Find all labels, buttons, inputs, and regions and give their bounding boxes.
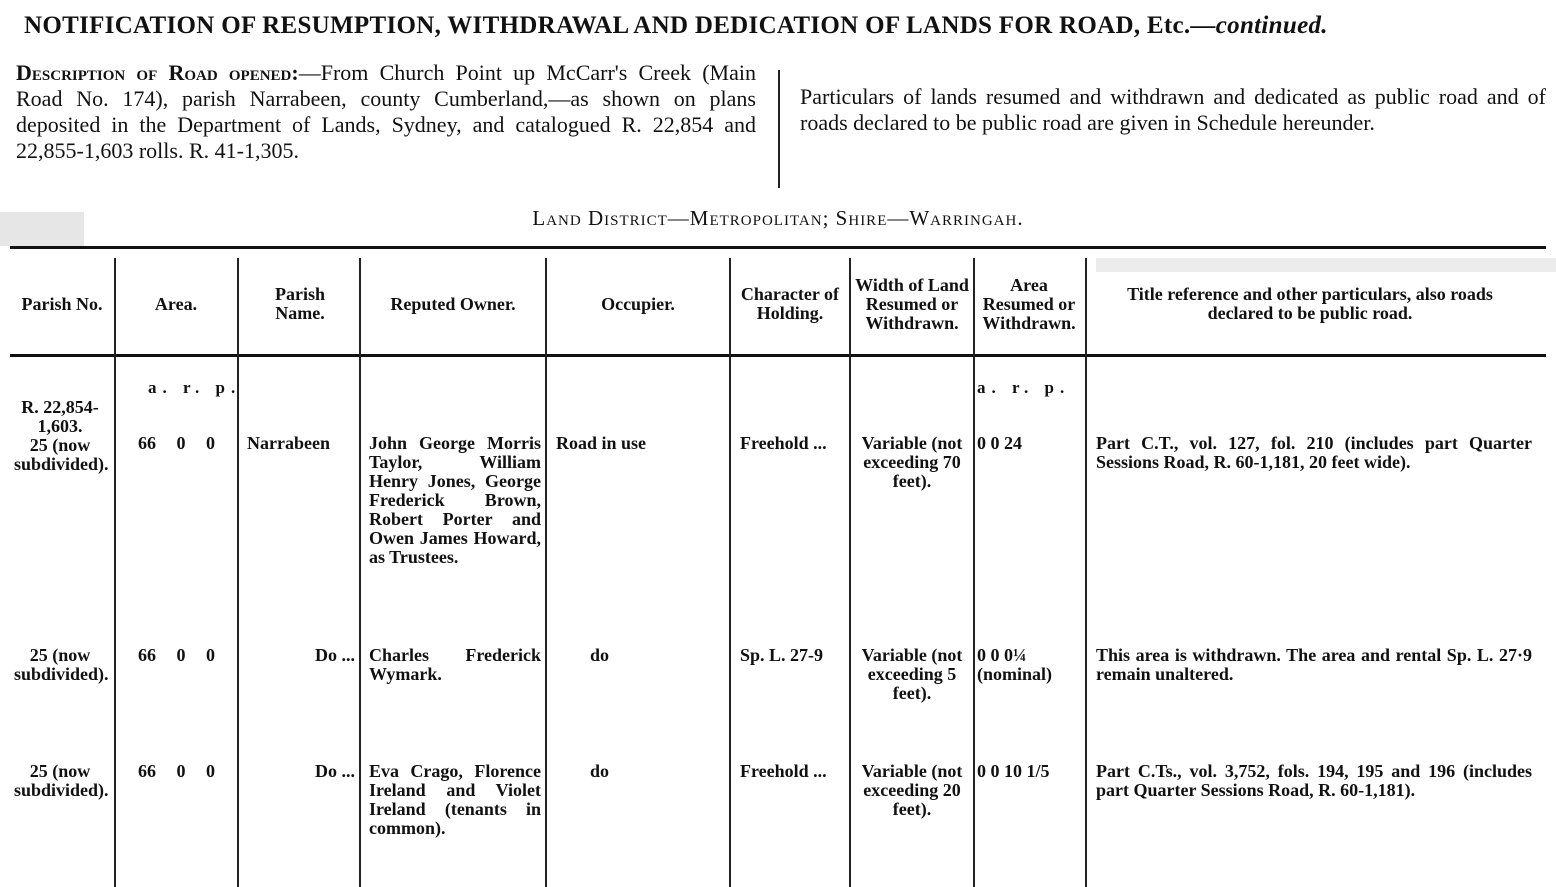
catalogue-reference: R. 22,854-1,603.: [21, 397, 99, 436]
row3-parish-name: Do ...: [315, 761, 355, 781]
column-line: [359, 258, 361, 887]
notice-title-main: NOTIFICATION OF RESUMPTION, WITHDRAWAL AND DEDICATION OF LANDS FOR ROAD, Etc.: [24, 12, 1191, 39]
road-description-lead: Description of Road opened:: [16, 60, 299, 85]
row1-width: Variable (not exceeding 70 feet).: [861, 433, 963, 491]
row3-area: 66 0 0: [138, 761, 215, 781]
row3-parish-no: 25 (now subdivided).: [14, 761, 109, 800]
row3-character: Freehold ...: [740, 761, 827, 781]
row1-parish-name: Narrabeen: [247, 433, 330, 453]
notice-title: [24, 12, 1544, 40]
column-line: [729, 258, 731, 887]
area-units: a. r. p.: [148, 378, 242, 397]
row2-area: 66 0 0: [138, 645, 215, 665]
row1-title-reference: Part C.T., vol. 127, fol. 210 (includes part Quarter Sessions Road, R. 60-1,181, 20 feet wide).: [1096, 433, 1532, 472]
road-description-text: —From Church Point up McCarr's Creek (Main Road No. 174), parish Narrabeen, county Cumberland,—as shown on plans deposited in the Department of Lands, Sydney, and catalogued R. 22,854 and 22,855-1,603 rolls. R. 41-1,305.: [16, 60, 756, 163]
row1-area: 66 0 0: [138, 433, 215, 453]
row2-parish-name: Do ...: [315, 645, 355, 665]
row3-owner: Eva Crago, Florence Ireland and Violet Ireland (tenants in common).: [369, 761, 541, 838]
column-line: [545, 258, 547, 887]
row1-character: Freehold ...: [740, 433, 827, 453]
header-area-resumed: Area Resumed or Withdrawn.: [982, 274, 1076, 333]
column-line: [849, 258, 851, 887]
row1-parish-no: 25 (now subdivided).: [14, 435, 109, 474]
header-parish-no: Parish No.: [21, 293, 103, 314]
notice-title-continued: —continued.: [1190, 12, 1328, 39]
road-description: [16, 60, 756, 164]
header-area: Area.: [154, 293, 198, 314]
header-width: Width of Land Resumed or Withdrawn.: [855, 274, 969, 333]
district-heading: Land District—Metropolitan; Shire—Warringah.: [532, 206, 1024, 230]
row3-area-resumed: 0 0 10 1/5: [977, 761, 1050, 781]
row2-width: Variable (not exceeding 5 feet).: [861, 645, 963, 703]
header-title-reference: Title reference and other particulars, also roads declared to be public road.: [1127, 284, 1493, 323]
column-line: [973, 258, 975, 887]
column-line: [237, 258, 239, 887]
row3-width: Variable (not exceeding 20 feet).: [861, 761, 963, 819]
header-reputed-owner: Reputed Owner.: [390, 293, 516, 314]
row2-owner: Charles Frederick Wymark.: [369, 645, 541, 684]
column-line: [114, 258, 116, 887]
particulars-note: Particulars of lands resumed and withdrawn and dedicated as public road and of roads declared to be public road are given in Schedule hereunder.: [800, 84, 1546, 135]
column-divider: [778, 70, 780, 188]
area-resumed-units: a. r. p.: [977, 378, 1071, 397]
table-top-rule: [10, 246, 1546, 249]
table-header-rule: [10, 354, 1546, 357]
header-character: Character of Holding.: [740, 284, 840, 323]
header-parish-name: Parish Name.: [274, 284, 325, 323]
row2-parish-no: 25 (now subdivided).: [14, 645, 109, 684]
row2-occupier: do: [590, 645, 610, 665]
row3-occupier: do: [590, 761, 610, 781]
row1-occupier: Road in use: [556, 433, 647, 453]
row2-character: Sp. L. 27-9: [740, 645, 824, 665]
row3-title-reference: Part C.Ts., vol. 3,752, fols. 194, 195 and 196 (includes part Quarter Sessions Road, R. 60-1,181).: [1096, 761, 1532, 800]
row2-area-resumed: 0 0 0¼ (nominal): [977, 645, 1053, 684]
row1-owner: John George Morris Taylor, William Henry Jones, George Frederick Brown, Robert Porter and Owen James Howard, as Trustees.: [369, 433, 541, 567]
row1-area-resumed: 0 0 24: [977, 433, 1022, 453]
header-occupier: Occupier.: [601, 293, 675, 314]
column-line: [1085, 258, 1087, 887]
row2-title-reference: This area is withdrawn. The area and rental Sp. L. 27·9 remain unaltered.: [1096, 645, 1532, 684]
